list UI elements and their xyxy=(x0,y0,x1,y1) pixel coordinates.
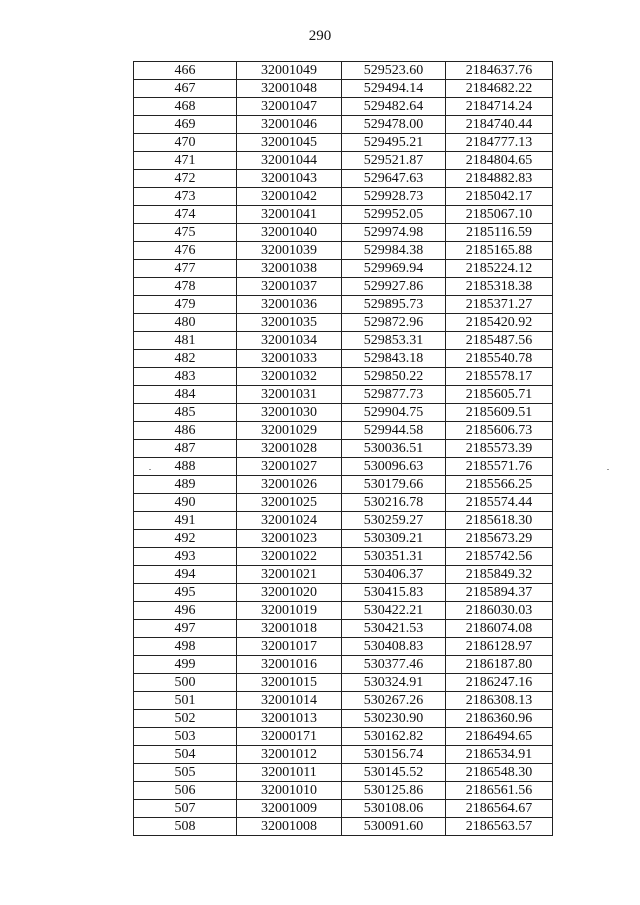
x-coordinate-cell: 529927.86 xyxy=(342,278,446,296)
y-coordinate-cell: 2184740.44 xyxy=(446,116,553,134)
point-number-cell: 475 xyxy=(134,224,237,242)
point-number-cell: 496 xyxy=(134,602,237,620)
table-row xyxy=(134,368,553,386)
point-id-cell: 32001010 xyxy=(237,782,342,800)
table-row xyxy=(134,386,553,404)
scan-speck xyxy=(149,469,151,470)
y-coordinate-cell: 2185371.27 xyxy=(446,296,553,314)
x-coordinate-cell: 529904.75 xyxy=(342,404,446,422)
x-coordinate-cell: 530415.83 xyxy=(342,584,446,602)
table-row xyxy=(134,314,553,332)
table-row xyxy=(134,422,553,440)
table-row xyxy=(134,746,553,764)
table-row xyxy=(134,620,553,638)
point-id-cell: 32001046 xyxy=(237,116,342,134)
point-number-cell: 504 xyxy=(134,746,237,764)
table-row xyxy=(134,494,553,512)
table-row xyxy=(134,188,553,206)
point-id-cell: 32001019 xyxy=(237,602,342,620)
point-id-cell: 32001024 xyxy=(237,512,342,530)
x-coordinate-cell: 529952.05 xyxy=(342,206,446,224)
y-coordinate-cell: 2185618.30 xyxy=(446,512,553,530)
point-number-cell: 476 xyxy=(134,242,237,260)
x-coordinate-cell: 529969.94 xyxy=(342,260,446,278)
x-coordinate-cell: 530125.86 xyxy=(342,782,446,800)
x-coordinate-cell: 530108.06 xyxy=(342,800,446,818)
point-number-cell: 479 xyxy=(134,296,237,314)
point-number-cell: 477 xyxy=(134,260,237,278)
x-coordinate-cell: 529843.18 xyxy=(342,350,446,368)
table-row xyxy=(134,656,553,674)
coordinates-table-body xyxy=(134,62,553,836)
y-coordinate-cell: 2186494.65 xyxy=(446,728,553,746)
point-number-cell: 474 xyxy=(134,206,237,224)
point-number-cell: 488 xyxy=(134,458,237,476)
point-number-cell: 505 xyxy=(134,764,237,782)
x-coordinate-cell: 529482.64 xyxy=(342,98,446,116)
y-coordinate-cell: 2186360.96 xyxy=(446,710,553,728)
table-row xyxy=(134,260,553,278)
y-coordinate-cell: 2185042.17 xyxy=(446,188,553,206)
point-number-cell: 507 xyxy=(134,800,237,818)
table-row xyxy=(134,62,553,80)
point-id-cell: 32001029 xyxy=(237,422,342,440)
y-coordinate-cell: 2186308.13 xyxy=(446,692,553,710)
table-row xyxy=(134,584,553,602)
x-coordinate-cell: 530145.52 xyxy=(342,764,446,782)
point-id-cell: 32001031 xyxy=(237,386,342,404)
point-number-cell: 508 xyxy=(134,818,237,836)
y-coordinate-cell: 2186074.08 xyxy=(446,620,553,638)
table-row xyxy=(134,566,553,584)
table-row xyxy=(134,638,553,656)
y-coordinate-cell: 2185224.12 xyxy=(446,260,553,278)
point-number-cell: 497 xyxy=(134,620,237,638)
point-id-cell: 32001018 xyxy=(237,620,342,638)
y-coordinate-cell: 2185673.29 xyxy=(446,530,553,548)
table-row xyxy=(134,782,553,800)
point-id-cell: 32001034 xyxy=(237,332,342,350)
table-row xyxy=(134,818,553,836)
y-coordinate-cell: 2185606.73 xyxy=(446,422,553,440)
table-row xyxy=(134,800,553,818)
y-coordinate-cell: 2185566.25 xyxy=(446,476,553,494)
x-coordinate-cell: 530377.46 xyxy=(342,656,446,674)
point-number-cell: 487 xyxy=(134,440,237,458)
y-coordinate-cell: 2184804.65 xyxy=(446,152,553,170)
point-id-cell: 32001026 xyxy=(237,476,342,494)
point-id-cell: 32001020 xyxy=(237,584,342,602)
table-row xyxy=(134,170,553,188)
point-id-cell: 32001027 xyxy=(237,458,342,476)
point-number-cell: 495 xyxy=(134,584,237,602)
point-number-cell: 484 xyxy=(134,386,237,404)
table-row xyxy=(134,692,553,710)
y-coordinate-cell: 2184777.13 xyxy=(446,134,553,152)
y-coordinate-cell: 2186534.91 xyxy=(446,746,553,764)
y-coordinate-cell: 2185578.17 xyxy=(446,368,553,386)
x-coordinate-cell: 530422.21 xyxy=(342,602,446,620)
point-id-cell: 32001008 xyxy=(237,818,342,836)
point-id-cell: 32001028 xyxy=(237,440,342,458)
table-row xyxy=(134,548,553,566)
scan-speck xyxy=(607,469,609,470)
point-id-cell: 32001043 xyxy=(237,170,342,188)
point-id-cell: 32001032 xyxy=(237,368,342,386)
y-coordinate-cell: 2185165.88 xyxy=(446,242,553,260)
x-coordinate-cell: 530309.21 xyxy=(342,530,446,548)
table-row xyxy=(134,98,553,116)
y-coordinate-cell: 2186563.57 xyxy=(446,818,553,836)
x-coordinate-cell: 529872.96 xyxy=(342,314,446,332)
table-row xyxy=(134,440,553,458)
point-number-cell: 469 xyxy=(134,116,237,134)
point-id-cell: 32001049 xyxy=(237,62,342,80)
table-row xyxy=(134,278,553,296)
point-id-cell: 32001045 xyxy=(237,134,342,152)
x-coordinate-cell: 529877.73 xyxy=(342,386,446,404)
point-number-cell: 473 xyxy=(134,188,237,206)
y-coordinate-cell: 2185116.59 xyxy=(446,224,553,242)
x-coordinate-cell: 529521.87 xyxy=(342,152,446,170)
y-coordinate-cell: 2186030.03 xyxy=(446,602,553,620)
point-id-cell: 32001047 xyxy=(237,98,342,116)
y-coordinate-cell: 2185894.37 xyxy=(446,584,553,602)
y-coordinate-cell: 2185420.92 xyxy=(446,314,553,332)
table-row xyxy=(134,674,553,692)
point-id-cell: 32001044 xyxy=(237,152,342,170)
y-coordinate-cell: 2184637.76 xyxy=(446,62,553,80)
point-number-cell: 492 xyxy=(134,530,237,548)
point-number-cell: 498 xyxy=(134,638,237,656)
x-coordinate-cell: 530179.66 xyxy=(342,476,446,494)
y-coordinate-cell: 2185540.78 xyxy=(446,350,553,368)
point-number-cell: 489 xyxy=(134,476,237,494)
x-coordinate-cell: 529928.73 xyxy=(342,188,446,206)
table-row xyxy=(134,242,553,260)
point-number-cell: 467 xyxy=(134,80,237,98)
x-coordinate-cell: 529850.22 xyxy=(342,368,446,386)
x-coordinate-cell: 530406.37 xyxy=(342,566,446,584)
x-coordinate-cell: 530156.74 xyxy=(342,746,446,764)
table-row xyxy=(134,296,553,314)
y-coordinate-cell: 2185571.76 xyxy=(446,458,553,476)
x-coordinate-cell: 530324.91 xyxy=(342,674,446,692)
point-id-cell: 32001009 xyxy=(237,800,342,818)
x-coordinate-cell: 530408.83 xyxy=(342,638,446,656)
x-coordinate-cell: 529853.31 xyxy=(342,332,446,350)
x-coordinate-cell: 530267.26 xyxy=(342,692,446,710)
table-row xyxy=(134,350,553,368)
point-id-cell: 32001042 xyxy=(237,188,342,206)
y-coordinate-cell: 2184882.83 xyxy=(446,170,553,188)
table-row xyxy=(134,224,553,242)
y-coordinate-cell: 2185067.10 xyxy=(446,206,553,224)
table-row xyxy=(134,458,553,476)
y-coordinate-cell: 2185574.44 xyxy=(446,494,553,512)
x-coordinate-cell: 530216.78 xyxy=(342,494,446,512)
point-id-cell: 32001039 xyxy=(237,242,342,260)
y-coordinate-cell: 2185849.32 xyxy=(446,566,553,584)
point-id-cell: 32001035 xyxy=(237,314,342,332)
x-coordinate-cell: 530230.90 xyxy=(342,710,446,728)
point-id-cell: 32001023 xyxy=(237,530,342,548)
y-coordinate-cell: 2186187.80 xyxy=(446,656,553,674)
point-id-cell: 32001015 xyxy=(237,674,342,692)
point-number-cell: 471 xyxy=(134,152,237,170)
point-number-cell: 499 xyxy=(134,656,237,674)
x-coordinate-cell: 529974.98 xyxy=(342,224,446,242)
point-number-cell: 480 xyxy=(134,314,237,332)
y-coordinate-cell: 2185609.51 xyxy=(446,404,553,422)
y-coordinate-cell: 2186128.97 xyxy=(446,638,553,656)
coordinates-table xyxy=(133,61,553,836)
point-number-cell: 478 xyxy=(134,278,237,296)
x-coordinate-cell: 530259.27 xyxy=(342,512,446,530)
point-number-cell: 482 xyxy=(134,350,237,368)
point-number-cell: 501 xyxy=(134,692,237,710)
y-coordinate-cell: 2185487.56 xyxy=(446,332,553,350)
x-coordinate-cell: 530091.60 xyxy=(342,818,446,836)
point-id-cell: 32001041 xyxy=(237,206,342,224)
point-id-cell: 32001021 xyxy=(237,566,342,584)
y-coordinate-cell: 2186247.16 xyxy=(446,674,553,692)
table-row xyxy=(134,404,553,422)
point-number-cell: 468 xyxy=(134,98,237,116)
x-coordinate-cell: 529647.63 xyxy=(342,170,446,188)
table-row xyxy=(134,602,553,620)
point-id-cell: 32001016 xyxy=(237,656,342,674)
y-coordinate-cell: 2184714.24 xyxy=(446,98,553,116)
point-id-cell: 32000171 xyxy=(237,728,342,746)
point-id-cell: 32001037 xyxy=(237,278,342,296)
y-coordinate-cell: 2185742.56 xyxy=(446,548,553,566)
x-coordinate-cell: 529523.60 xyxy=(342,62,446,80)
y-coordinate-cell: 2186564.67 xyxy=(446,800,553,818)
table-row xyxy=(134,728,553,746)
y-coordinate-cell: 2186561.56 xyxy=(446,782,553,800)
point-number-cell: 485 xyxy=(134,404,237,422)
point-number-cell: 506 xyxy=(134,782,237,800)
x-coordinate-cell: 529944.58 xyxy=(342,422,446,440)
x-coordinate-cell: 529478.00 xyxy=(342,116,446,134)
y-coordinate-cell: 2185605.71 xyxy=(446,386,553,404)
table-row xyxy=(134,332,553,350)
x-coordinate-cell: 529495.21 xyxy=(342,134,446,152)
y-coordinate-cell: 2186548.30 xyxy=(446,764,553,782)
point-id-cell: 32001033 xyxy=(237,350,342,368)
point-id-cell: 32001025 xyxy=(237,494,342,512)
y-coordinate-cell: 2185573.39 xyxy=(446,440,553,458)
point-number-cell: 500 xyxy=(134,674,237,692)
point-number-cell: 470 xyxy=(134,134,237,152)
point-id-cell: 32001022 xyxy=(237,548,342,566)
table-row xyxy=(134,206,553,224)
x-coordinate-cell: 529984.38 xyxy=(342,242,446,260)
point-number-cell: 491 xyxy=(134,512,237,530)
point-id-cell: 32001012 xyxy=(237,746,342,764)
point-id-cell: 32001040 xyxy=(237,224,342,242)
point-number-cell: 502 xyxy=(134,710,237,728)
point-id-cell: 32001036 xyxy=(237,296,342,314)
table-row xyxy=(134,476,553,494)
point-number-cell: 494 xyxy=(134,566,237,584)
point-id-cell: 32001014 xyxy=(237,692,342,710)
x-coordinate-cell: 530096.63 xyxy=(342,458,446,476)
y-coordinate-cell: 2184682.22 xyxy=(446,80,553,98)
point-number-cell: 466 xyxy=(134,62,237,80)
table-row xyxy=(134,710,553,728)
table-row xyxy=(134,116,553,134)
point-number-cell: 472 xyxy=(134,170,237,188)
table-row xyxy=(134,764,553,782)
y-coordinate-cell: 2185318.38 xyxy=(446,278,553,296)
table-row xyxy=(134,80,553,98)
point-number-cell: 483 xyxy=(134,368,237,386)
x-coordinate-cell: 529494.14 xyxy=(342,80,446,98)
table-row xyxy=(134,530,553,548)
x-coordinate-cell: 530421.53 xyxy=(342,620,446,638)
x-coordinate-cell: 529895.73 xyxy=(342,296,446,314)
point-id-cell: 32001017 xyxy=(237,638,342,656)
point-number-cell: 481 xyxy=(134,332,237,350)
x-coordinate-cell: 530162.82 xyxy=(342,728,446,746)
point-number-cell: 486 xyxy=(134,422,237,440)
point-id-cell: 32001011 xyxy=(237,764,342,782)
table-row xyxy=(134,152,553,170)
x-coordinate-cell: 530036.51 xyxy=(342,440,446,458)
x-coordinate-cell: 530351.31 xyxy=(342,548,446,566)
table-row xyxy=(134,134,553,152)
point-id-cell: 32001048 xyxy=(237,80,342,98)
point-number-cell: 493 xyxy=(134,548,237,566)
page-number: 290 xyxy=(308,28,332,44)
table-row xyxy=(134,512,553,530)
point-number-cell: 490 xyxy=(134,494,237,512)
point-id-cell: 32001030 xyxy=(237,404,342,422)
point-number-cell: 503 xyxy=(134,728,237,746)
point-id-cell: 32001013 xyxy=(237,710,342,728)
point-id-cell: 32001038 xyxy=(237,260,342,278)
